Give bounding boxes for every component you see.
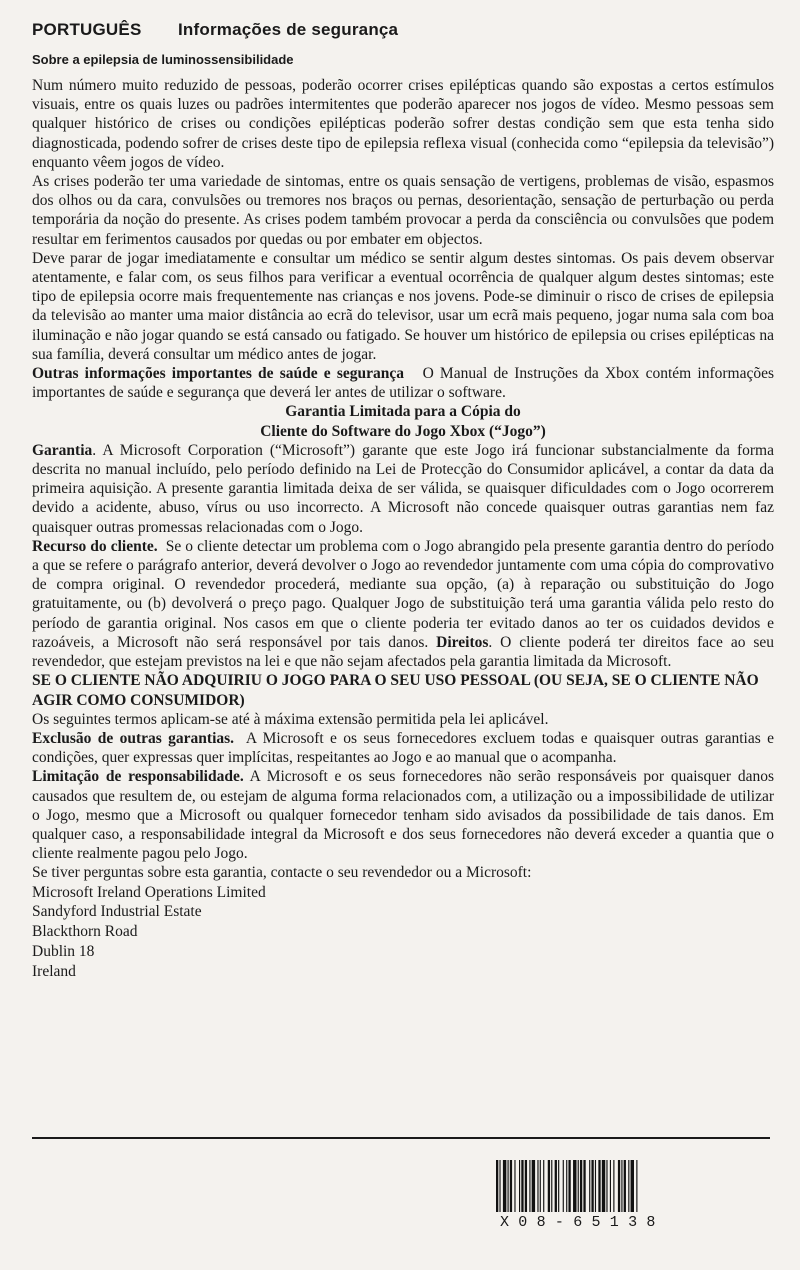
address-line: Microsoft Ireland Operations Limited [32,883,266,901]
language-label: PORTUGUÊS [32,20,142,39]
warranty-title-line1: Garantia Limitada para a Cópia do [285,403,521,421]
page-header [32,20,398,40]
terms-intro: Os seguintes termos aplicam-se até à máxima extensão permitida pela lei aplicável. [32,710,549,728]
exclusao-text: A Microsoft e os seus fornecedores excluem todas e quaisquer outras garantias e condições, quer expressas quer implícitas, respeitantes ao Jogo e ao manual que o acompanha. [32,729,774,767]
barcode-bars-icon [492,1160,742,1212]
epilepsy-subheading: Sobre a epilepsia de luminossensibilidade [32,52,294,67]
exclusao-paragraph [32,729,774,767]
other-info-paragraph [32,364,774,402]
recurso-text: Se o cliente detectar um problema com o Jogo abrangido pela presente garantia dentro do período a que se refere o parágrafo anterior, deverá devolver o Jogo ao revendedor juntamente com uma cópia do comprovativo de compra original. O revendedor procederá, mediante sua opção, (a) à reparação ou substituição do Jogo gratuitamente, ou (b) devolverá o preço pago. Qualquer Jogo de substituição terá uma garantia válida pelo resto do período de garantia original. Nos casos em que o cliente poderia ter evitado danos ao ter os cuidados devidos e razoáveis, a Microsoft não será responsável por tais danos. [32,537,774,651]
epilepsy-paragraph-2: As crises poderão ter uma variedade de sintomas, entre os quais sensação de vertigens, problemas de visão, espasmos dos olhos ou da cara, convulsões ou tremores nos braços ou pernas, desorientação, sensação de perturbação ou perda temporária da noção do presente. As crises podem também provocar a perda da consciência ou convulsões que podem resultar em ferimentos causados por quedas ou por embater em objectos. [32,173,774,248]
barcode [492,1160,742,1240]
warranty-title-line2: Cliente do Software do Jogo Xbox (“Jogo”) [260,422,546,440]
address-block [32,883,774,982]
limitacao-paragraph [32,767,774,863]
garantia-text: . A Microsoft Corporation (“Microsoft”) garante que este Jogo irá funcionar substancialmente da forma descrita no manual incluído, pelo período definido na Lei de Protecção do Consumidor aplicável, a contar da data da primeira aquisição. A presente garantia limitada deixa de ser válida, se quaisquer dificuldades com o Jogo ocorrerem devido a acidente, abuso, vírus ou uso incorrecto. A Microsoft não concede quaisquer outras garantias nem faz quaisquer outras promessas relacionadas com o Jogo. [32,441,774,536]
document-body [32,76,774,982]
recurso-label: Recurso do cliente. [32,537,158,555]
page-title: Informações de segurança [178,20,399,39]
other-info-label: Outras informações importantes de saúde e segurança [32,365,405,383]
epilepsy-paragraph-1: Num número muito reduzido de pessoas, poderão ocorrer crises epilépticas quando são expostas a certos estímulos visuais, entre os quais luzes ou padrões intermitentes que poderão aparecer nos jogos de vídeo. Mesmo pessoas sem qualquer histórico de crises ou condições epilépticas poderão sofrer destas condição sem que esta tenha sido diagnosticada, podendo sofrer de crises deste tipo de epilepsia reflexa visual (conhecida como “epilepsia da televisão”) enquanto vêem jogos de vídeo. [32,77,774,171]
contact-intro: Se tiver perguntas sobre esta garantia, contacte o seu revendedor ou a Microsoft: [32,864,532,882]
garantia-paragraph [32,441,774,537]
exclusao-label: Exclusão de outras garantias. [32,729,235,747]
garantia-label: Garantia [32,441,93,459]
business-notice: SE O CLIENTE NÃO ADQUIRIU O JOGO PARA O SEU USO PESSOAL (OU SEJA, SE O CLIENTE NÃO AGIR COMO CONSUMIDOR) [32,672,759,709]
direitos-label: Direitos [436,633,489,651]
horizontal-rule [32,1137,770,1139]
address-line: Sandyford Industrial Estate [32,903,202,921]
limitacao-label: Limitação de responsabilidade. [32,768,244,786]
barcode-number: X08-65138 [500,1214,665,1231]
address-line: Ireland [32,962,76,980]
epilepsy-paragraph-3: Deve parar de jogar imediatamente e consultar um médico se sentir algum destes sintomas. Os pais devem observar atentamente, e falar com, os seus filhos para verificar a eventual ocorrência de qualquer algum destes sintomas; este tipo de epilepsia ocorre mais frequentemente nas crianças e nos jovens. Pode-se diminuir o risco de crises de epilepsia da televisão ao manter uma maior distância ao ecrã do televisor, usar um ecrã mais pequeno, jogar numa sala com boa iluminação e não jogar quando se está cansado ou fatigado. Se houver um histórico de epilepsia ou crises epilépticas na sua família, deverá consultar um médico antes de jogar. [32,249,774,363]
other-info-text: O Manual de Instruções da Xbox contém informações importantes de saúde e segurança que deverá ler antes de utilizar o software. [32,365,774,402]
direitos-text: . O cliente poderá ter direitos face ao seu revendedor, que estejam previstos na lei e que não sejam afectados pela garantia limitada da Microsoft. [32,633,774,671]
recurso-paragraph [32,537,774,671]
address-line: Dublin 18 [32,942,95,960]
address-line: Blackthorn Road [32,923,138,941]
limitacao-text: A Microsoft e os seus fornecedores não serão responsáveis por quaisquer danos causados que resultem de, ou estejam de alguma forma relacionados com, a utilização ou a impossibilidade de utilizar o Jogo, mesmo que a Microsoft ou qualquer fornecedor tenham sido avisados da possibilidade de tais danos. Em qualquer caso, a responsabilidade integral da Microsoft e dos seus fornecedores não deverá exceder a quantia que o cliente realmente pagou pelo Jogo. [32,768,774,863]
